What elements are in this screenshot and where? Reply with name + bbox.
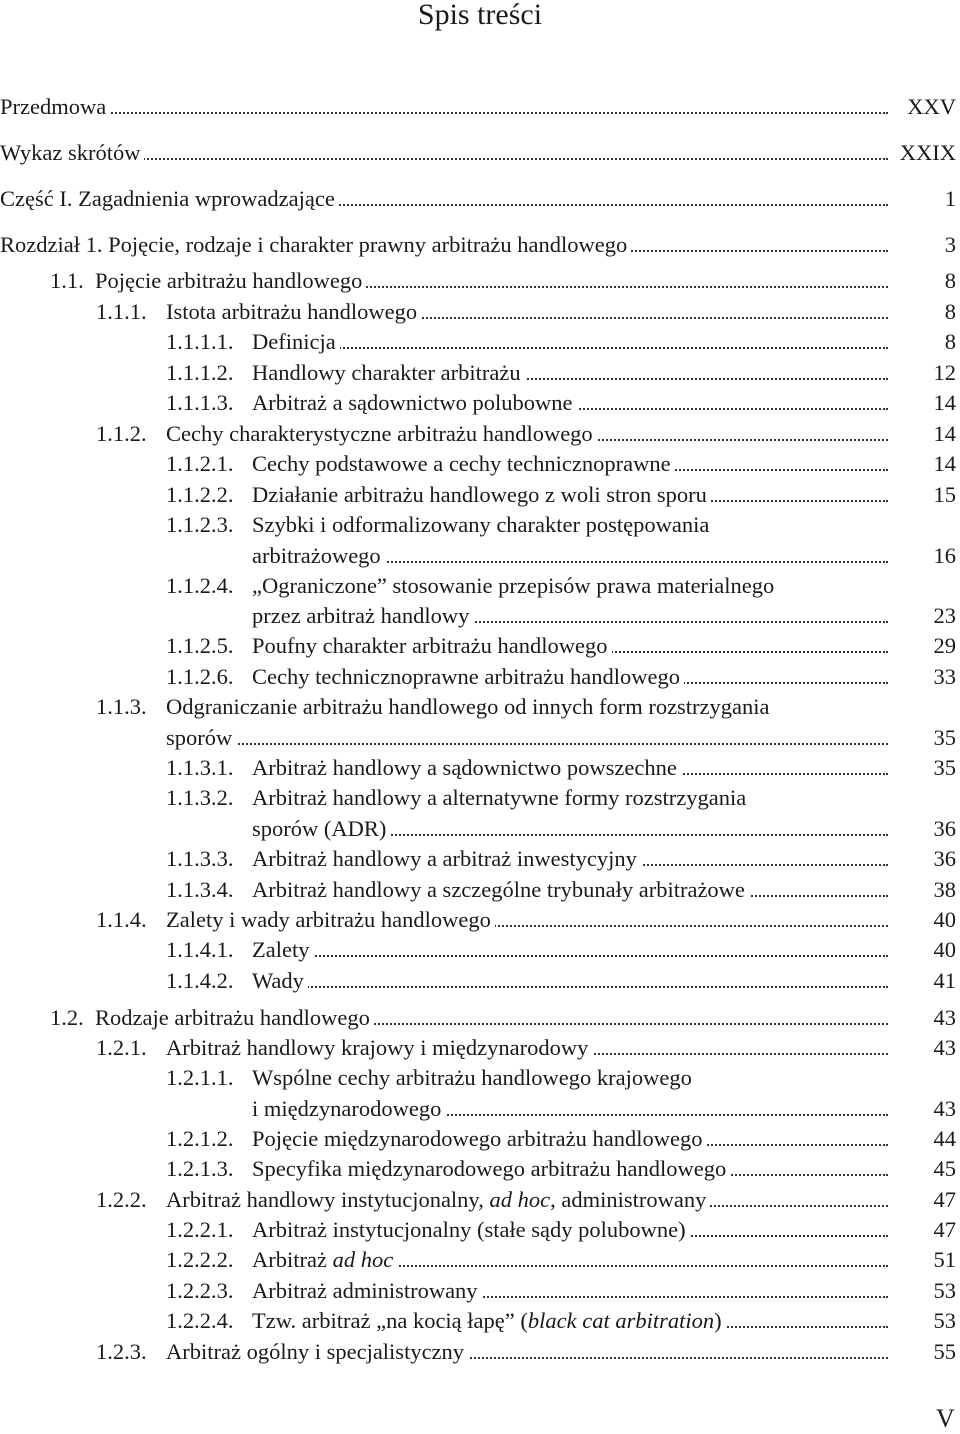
toc-entry-title: Cechy podstawowe a cechy technicznoprawne	[252, 451, 671, 476]
toc-entry-page: 8	[944, 299, 956, 324]
toc-entry-page: 47	[933, 1217, 956, 1242]
toc-entry-page: 40	[933, 937, 956, 962]
toc-entry-number: 1.2.	[50, 1005, 84, 1030]
toc-entry-page: 38	[933, 877, 956, 902]
toc-entry-page: 15	[933, 482, 956, 507]
toc-entry-number: 1.1.4.2.	[166, 968, 234, 993]
toc-entry-title: Cechy charakterystyczne arbitrażu handlowego	[166, 421, 593, 446]
toc-entry-title: Rozdział 1. Pojęcie, rodzaje i charakter prawny arbitrażu handlowego	[0, 232, 628, 257]
toc-entry-page: 8	[944, 329, 956, 354]
toc-entry-page: 29	[933, 633, 956, 658]
toc-entry-page: 43	[933, 1035, 956, 1060]
toc-entry-title-part: Arbitraż	[252, 1247, 333, 1272]
toc-entry-title: Definicja	[252, 329, 336, 354]
toc-entry-number: 1.1.3.2.	[166, 785, 234, 810]
toc-entry-title: Odgraniczanie arbitrażu handlowego od innych form rozstrzygania	[166, 694, 770, 719]
toc-entry-title-part: Arbitraż handlowy instytucjonalny,	[166, 1187, 490, 1212]
toc-title: Spis treści	[417, 0, 543, 31]
toc-entry-page: 14	[933, 451, 956, 476]
toc-entry-page: 12	[933, 360, 956, 385]
toc-entry-page: 35	[933, 725, 956, 750]
toc-entry-number: 1.2.2.4.	[166, 1308, 234, 1333]
toc-entry-page: XXIX	[899, 140, 956, 165]
toc-entry-page: 55	[933, 1339, 956, 1364]
dot-leader	[166, 743, 888, 745]
toc-entry-number: 1.1.3.1.	[166, 755, 234, 780]
toc-entry-title: Arbitraż handlowy a sądownictwo powszechne	[252, 755, 677, 780]
toc-entry-page: 47	[933, 1187, 956, 1212]
toc-entry-title: Arbitraż ogólny i specjalistyczny	[166, 1339, 465, 1364]
toc-entry-title: arbitrażowego	[252, 543, 381, 568]
toc-entry-title: Istota arbitrażu handlowego	[166, 299, 418, 324]
dot-leader	[0, 112, 888, 114]
toc-entry-number: 1.1.2.5.	[166, 633, 234, 658]
toc-entry-number: 1.2.2.	[96, 1187, 147, 1212]
toc-entry-title: Arbitraż handlowy a arbitraż inwestycyjny	[252, 846, 637, 871]
toc-entry-title-part: Tzw. arbitraż „na kocią łapę” (	[252, 1308, 528, 1333]
toc-entry-page: 14	[933, 421, 956, 446]
toc-entry-page: 36	[933, 816, 956, 841]
toc-entry-page: 44	[933, 1126, 956, 1151]
toc-entry-title: Rodzaje arbitrażu handlowego	[95, 1005, 370, 1030]
toc-entry-title-part: ad hoc	[332, 1247, 394, 1272]
toc-entry-title: Zalety i wady arbitrażu handlowego	[166, 907, 491, 932]
toc-entry-number: 1.1.4.1.	[166, 937, 234, 962]
page-number: V	[936, 1404, 955, 1433]
toc-entry-title: Pojęcie międzynarodowego arbitrażu handlowego	[252, 1126, 703, 1151]
toc-entry-page: XXV	[907, 94, 956, 119]
toc-entry-number: 1.1.2.1.	[166, 451, 234, 476]
toc-entry-title: Pojęcie arbitrażu handlowego	[95, 268, 363, 293]
toc-entry-title: Część I. Zagadnienia wprowadzające	[0, 186, 335, 211]
toc-entry-number: 1.2.1.1.	[166, 1065, 234, 1090]
toc-entry-number: 1.1.2.3.	[166, 512, 234, 537]
toc-entry-page: 41	[933, 968, 956, 993]
toc-entry-number: 1.1.	[50, 268, 84, 293]
toc-entry-page: 35	[933, 755, 956, 780]
toc-entry-title: Poufny charakter arbitrażu handlowego	[252, 633, 608, 658]
toc-entry-title: Działanie arbitrażu handlowego z woli stron sporu	[252, 482, 707, 507]
toc-entry-number: 1.1.2.2.	[166, 482, 234, 507]
toc-entry-title: Szybki i odformalizowany charakter postępowania	[252, 512, 710, 537]
toc-entry-title: Handlowy charakter arbitrażu	[252, 360, 521, 385]
toc-entry-number: 1.2.3.	[96, 1339, 147, 1364]
toc-entry-page: 45	[933, 1156, 956, 1181]
toc-entry-number: 1.2.1.	[96, 1035, 147, 1060]
toc-entry-title-part: , administrowany	[550, 1187, 707, 1212]
toc-entry-title: Wady	[252, 968, 304, 993]
toc-entry-number: 1.1.3.4.	[166, 877, 234, 902]
toc-entry-title: Arbitraż handlowy krajowy i międzynarodowy	[166, 1035, 589, 1060]
toc-entry-number: 1.1.3.	[96, 694, 147, 719]
toc-entry-title: Arbitraż a sądownictwo polubowne	[252, 390, 573, 415]
toc-entry-title: Cechy technicznoprawne arbitrażu handlowego	[252, 664, 680, 689]
toc-entry-page: 8	[944, 268, 956, 293]
toc-entry-page: 1	[944, 186, 956, 211]
toc-entry-number: 1.1.1.3.	[166, 390, 234, 415]
dot-leader	[252, 955, 888, 957]
toc-entry-title: Wykaz skrótów	[0, 140, 141, 165]
toc-entry-title: Przedmowa	[0, 94, 107, 119]
toc-entry-number: 1.1.2.6.	[166, 664, 234, 689]
toc-entry-number: 1.1.2.4.	[166, 573, 234, 598]
toc-entry-number: 1.1.2.	[96, 421, 147, 446]
toc-entry-title-part: black cat arbitration	[527, 1308, 715, 1333]
toc-entry-number: 1.1.1.1.	[166, 329, 234, 354]
toc-entry-number: 1.2.2.1.	[166, 1217, 234, 1242]
toc-entry-page: 36	[933, 846, 956, 871]
toc-entry-title: Arbitraż instytucjonalny (stałe sądy polubowne)	[252, 1217, 686, 1242]
toc-entry-title: „Ograniczone” stosowanie przepisów prawa materialnego	[252, 573, 775, 598]
toc-entry-title-part: ad hoc	[489, 1187, 551, 1212]
toc-entry-title: i międzynarodowego	[252, 1096, 442, 1121]
toc-entry-number: 1.1.4.	[96, 907, 147, 932]
dot-leader	[252, 347, 888, 349]
toc-entry-page: 16	[933, 543, 956, 568]
toc-entry-title: Specyfika międzynarodowego arbitrażu handlowego	[252, 1156, 727, 1181]
toc-entry-page: 23	[933, 603, 956, 628]
toc-entry-title-part: )	[714, 1308, 722, 1333]
toc-entry-title: Arbitraż handlowy a alternatywne formy rozstrzygania	[252, 785, 747, 810]
toc-entry-number: 1.2.2.2.	[166, 1247, 234, 1272]
toc-entry-number: 1.2.1.2.	[166, 1126, 234, 1151]
toc-entry-number: 1.1.1.2.	[166, 360, 234, 385]
toc-entry-page: 40	[933, 907, 956, 932]
toc-entry-number: 1.1.3.3.	[166, 846, 234, 871]
toc-entry-title: Wspólne cechy arbitrażu handlowego krajowego	[252, 1065, 692, 1090]
toc-entry-page: 53	[933, 1278, 956, 1303]
toc-entry-title: sporów	[166, 725, 233, 750]
toc-entry-number: 1.2.1.3.	[166, 1156, 234, 1181]
toc-entry-number: 1.1.1.	[96, 299, 147, 324]
toc-entry-page: 51	[933, 1247, 956, 1272]
toc-entry-title: sporów (ADR)	[252, 816, 387, 841]
dot-leader	[252, 986, 888, 988]
toc-entry-page: 3	[944, 232, 956, 257]
toc-entry-page: 43	[933, 1096, 956, 1121]
toc-entry-page: 14	[933, 390, 956, 415]
toc-entry-page: 53	[933, 1308, 956, 1333]
toc-entry-title: przez arbitraż handlowy	[252, 603, 470, 628]
toc-entry-page: 33	[933, 664, 956, 689]
toc-entry-page: 43	[933, 1005, 956, 1030]
toc-entry-title: Zalety	[252, 937, 310, 962]
toc-entry-title: Arbitraż administrowany	[252, 1278, 478, 1303]
toc-entry-title: Arbitraż handlowy a szczególne trybunały arbitrażowe	[252, 877, 745, 902]
toc-entry-number: 1.2.2.3.	[166, 1278, 234, 1303]
